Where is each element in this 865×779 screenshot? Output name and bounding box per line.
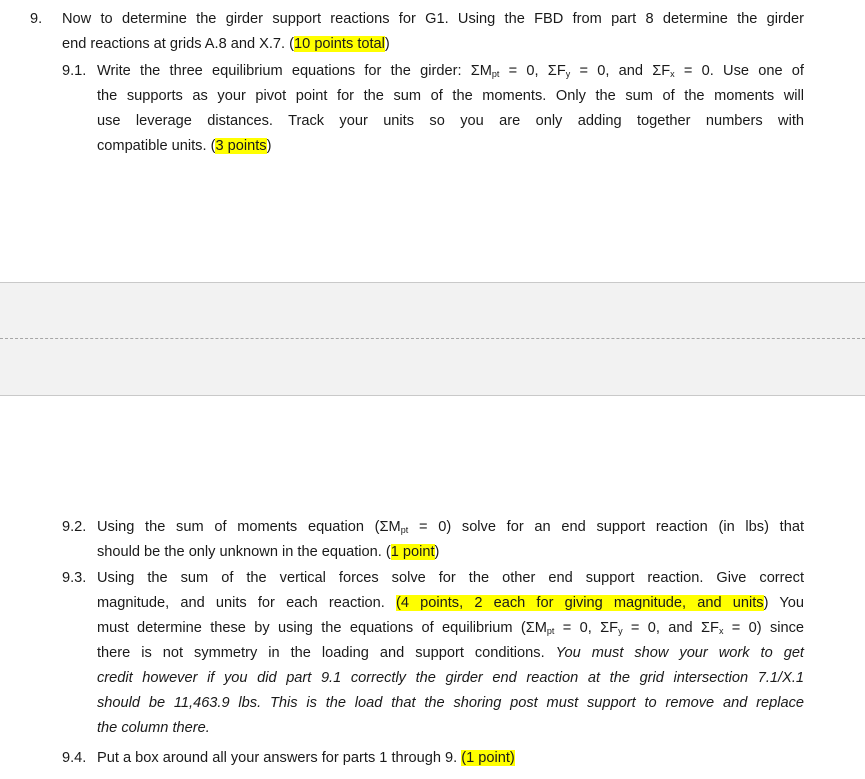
- page-break-line: [0, 338, 865, 339]
- question-number: 9.3.: [62, 570, 87, 586]
- text-line: Now to determine the girder support reactions for G1. Using the FBD from part 8 determine the girder: [62, 11, 804, 27]
- points-highlight: (4 points, 2 each for giving magnitude, and units: [396, 595, 764, 611]
- text-run: ): [384, 36, 390, 52]
- text-run: = 0, ΣF: [554, 620, 619, 636]
- subscript: x: [670, 69, 675, 79]
- text-run: ): [434, 544, 440, 560]
- text-run: should be the only unknown in the equation. (: [97, 544, 391, 560]
- points-highlight: 1 point: [390, 544, 435, 560]
- text-run: end reactions at grids A.8 and X.7. (: [62, 36, 295, 52]
- text-run: = 0, and ΣF: [570, 63, 671, 79]
- text-run: compatible units. (: [97, 138, 216, 154]
- text-line: [97, 540, 804, 565]
- text-line: Using the sum of the vertical forces solve for the other end support reaction. Give correct: [97, 570, 804, 586]
- question-number: 9.4.: [62, 750, 87, 766]
- text-run: ) You: [763, 595, 804, 611]
- text-run: = 0, ΣF: [499, 63, 566, 79]
- subscript: pt: [546, 626, 555, 636]
- text-run: must determine these by using the equations of equilibrium (ΣM: [97, 620, 547, 636]
- text-line: the supports as your pivot point for the sum of the moments. Only the sum of the moments will: [97, 88, 804, 104]
- subscript: pt: [400, 525, 409, 535]
- text-line: [97, 616, 804, 641]
- subscript: x: [718, 626, 724, 636]
- question-text: [62, 7, 804, 57]
- points-highlight: 10 points total: [294, 36, 385, 52]
- text-line: [97, 641, 804, 666]
- question-number: 9.: [30, 11, 43, 27]
- text-line: [97, 134, 804, 159]
- subscript: y: [565, 69, 571, 79]
- question-number: 9.2.: [62, 519, 87, 535]
- question-text: [97, 746, 804, 771]
- text-run: = 0) solve for an end support reaction (in lbs) that: [408, 519, 805, 535]
- text-run: = 0, and ΣF: [622, 620, 719, 636]
- text-run: Put a box around all your answers for parts 1 through 9.: [97, 750, 462, 766]
- text-line: [97, 746, 804, 771]
- text-line: [97, 591, 804, 616]
- points-highlight: 3 points: [215, 138, 267, 154]
- text-run: there is not symmetry in the loading and support conditions.: [97, 645, 556, 661]
- subscript: pt: [491, 69, 500, 79]
- text-run: Using the sum of moments equation (ΣM: [97, 519, 401, 535]
- text-line: the column there.: [97, 720, 210, 736]
- text-line: credit however if you did part 9.1 correctly the girder end reaction at the grid intersection 7.1/X.1: [97, 670, 804, 686]
- question-text: [97, 566, 804, 741]
- italic-text: You must show your work to get: [555, 645, 804, 661]
- text-run: ): [266, 138, 272, 154]
- text-run: magnitude, and units for each reaction.: [97, 595, 397, 611]
- points-highlight: (1 point): [461, 750, 515, 766]
- text-run: Write the three equilibrium equations for the girder: ΣM: [97, 63, 492, 79]
- page-break-gap: [0, 282, 865, 396]
- text-line: [97, 59, 804, 84]
- question-text: [97, 59, 804, 159]
- text-run: = 0) since: [723, 620, 805, 636]
- question-number: 9.1.: [62, 63, 87, 79]
- text-line: use leverage distances. Track your units so you are only adding together numbers with: [97, 113, 804, 129]
- question-text: [97, 515, 804, 565]
- text-line: [62, 32, 804, 57]
- text-line: [97, 515, 804, 540]
- text-line: should be 11,463.9 lbs. This is the load that the shoring post must support to remove and replace: [97, 695, 804, 711]
- text-run: = 0. Use one of: [674, 63, 804, 79]
- subscript: y: [618, 626, 623, 636]
